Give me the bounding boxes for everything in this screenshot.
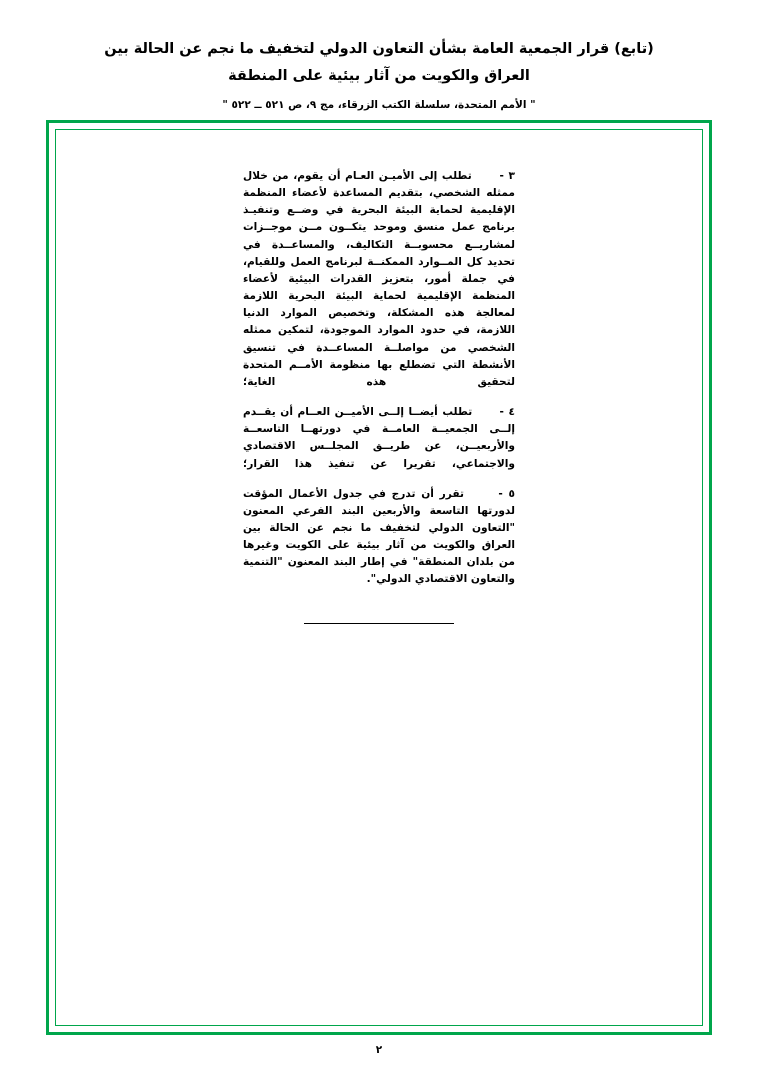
page-number: ٢ (375, 1044, 383, 1056)
paragraph-3-text: تطلب إلى الأميـن العـام أن يقوم، من خلال ممثله الشخصي، بتقديم المساعدة لأعضاء المنظمة الإقليمية لحماية البيئة البحرية في وضــع وتنفيـذ برنامج عمل منسق وموحد يتكــون مــن موجــزات لمشاريــع محسوبــة التكاليف، والمساعــدة في تحديد كل المــوارد الممكنــة لبرنامج العمل وللقيام، في جملة أمور، بتعزيز القدرات البيئية لأعضاء المنظمة الإقليمية لحماية البيئة البحرية اللازمة لمعالجة هذه المشكلة، وتخصيص الموارد الدنيا اللازمة، في حدود الموارد الموجودة، لتمكين ممثله الشخصي من مواصلــة المساعــدة في تنسيق الأنشطة التي تضطلع بها منظومة الأمــم المتحدة لتحقيق هذه الغاية؛ (243, 170, 515, 388)
paragraph-4 (243, 404, 515, 473)
text-column (243, 168, 515, 624)
page-header (0, 0, 758, 111)
paragraph-3 (243, 168, 515, 391)
green-border-inner (55, 129, 703, 1026)
document-content (56, 168, 702, 624)
section-divider (304, 623, 454, 624)
page-title-line-1: (تابع) قرار الجمعية العامة بشأن التعاون الدولي لتخفيف ما نجم عن الحالة بين (104, 41, 654, 57)
paragraph-5-text: تقرر أن تدرج في جدول الأعمال المؤقت لدورتها التاسعة والأربعين البند الفرعي المعنون "التعاون الدولي لتخفيف ما نجم عن الحالة بين العراق والكويت من آثار بيئية على الكويت وغيرها من بلدان المنطقة" في إطار البند المعنون "التنمية والتعاون الاقتصادي الدولي". (243, 487, 515, 586)
paragraph-4-number: ٤ - (499, 406, 515, 419)
page-title-line-2: العراق والكويت من آثار بيئية على المنطقة (228, 67, 530, 84)
green-border-frame (46, 120, 712, 1035)
paragraph-5 (243, 486, 515, 589)
paragraph-3-number: ٣ - (499, 170, 515, 182)
source-note: " الأمم المتحدة، سلسلة الكتب الزرقاء، مج ٩، ص ٥٢١ ــ ٥٢٢ " (222, 98, 536, 111)
paragraph-4-text: تطلب أيضــا إلــى الأميــن العــام أن يقــدم إلــى الجمعيــة العامــة في دورتهــا التاسعــة والأربعيــن، عن طريــق المجلــس الاقتصادي والاجتماعي، تقريرا عن تنفيذ هذا القرار؛ (243, 406, 515, 470)
paragraph-5-number: ٥ - (498, 487, 515, 500)
